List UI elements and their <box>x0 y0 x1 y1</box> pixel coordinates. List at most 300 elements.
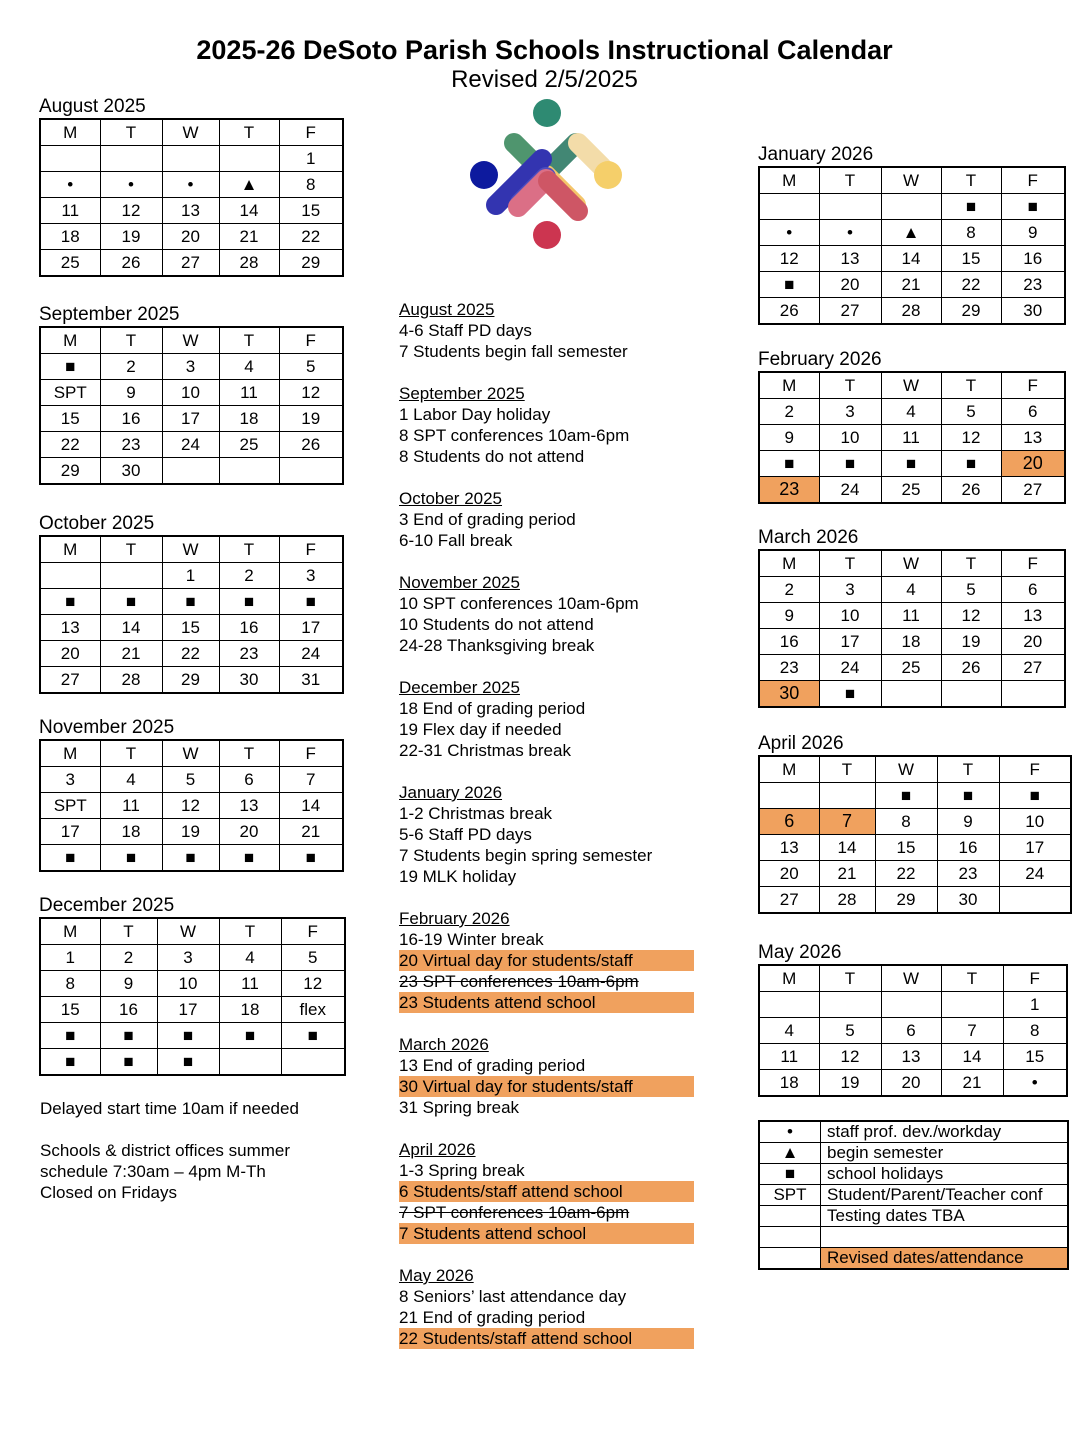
calendar-grid <box>758 549 1066 708</box>
day-cell <box>819 992 881 1018</box>
week-row <box>40 945 345 971</box>
week-row <box>759 783 1071 809</box>
day-cell: 21 <box>219 224 279 250</box>
weekday-header: M <box>40 740 100 767</box>
weekday-header: T <box>819 965 881 992</box>
day-cell <box>941 992 1003 1018</box>
day-cell: 16 <box>937 835 999 861</box>
weekday-header-row <box>759 965 1067 992</box>
day-cell: 20 <box>1001 451 1065 477</box>
day-cell: 27 <box>40 667 100 694</box>
day-cell: 9 <box>1001 220 1065 246</box>
day-cell <box>40 563 100 589</box>
week-row <box>40 198 343 224</box>
events-spacer <box>399 761 699 782</box>
day-cell: 1 <box>1003 992 1067 1018</box>
week-row <box>759 399 1065 425</box>
day-cell <box>219 1049 281 1076</box>
event-item: 10 SPT conferences 10am-6pm <box>399 594 639 613</box>
week-row <box>759 992 1067 1018</box>
events-month-heading: August 2025 <box>399 300 495 319</box>
day-cell: • <box>1003 1070 1067 1097</box>
day-cell: 24 <box>819 477 881 504</box>
day-cell <box>819 194 881 220</box>
event-item: 23 Students attend school <box>399 992 694 1013</box>
day-cell: 29 <box>875 887 937 914</box>
event-item: 6 Students/staff attend school <box>399 1181 694 1202</box>
event-item: 18 End of grading period <box>399 699 586 718</box>
events-month-heading: February 2026 <box>399 909 510 928</box>
weekday-header: W <box>162 119 219 146</box>
day-cell: 15 <box>279 198 343 224</box>
week-row <box>759 298 1065 325</box>
day-cell: SPT <box>40 793 100 819</box>
day-cell: 19 <box>100 224 162 250</box>
day-cell: ■ <box>219 845 279 872</box>
day-cell: • <box>759 220 819 246</box>
day-cell: 16 <box>219 615 279 641</box>
summer-schedule-line-2: schedule 7:30am – 4pm M-Th <box>40 1162 266 1181</box>
event-item: 19 MLK holiday <box>399 867 517 886</box>
day-cell: 22 <box>40 432 100 458</box>
day-cell: ■ <box>219 1023 281 1049</box>
weekday-header: T <box>100 918 157 945</box>
weekday-header: F <box>281 918 345 945</box>
weekday-header: T <box>100 327 162 354</box>
weekday-header-row <box>759 167 1065 194</box>
day-cell: ■ <box>157 1049 219 1076</box>
event-item: 5-6 Staff PD days <box>399 825 532 844</box>
day-cell: 13 <box>881 1044 941 1070</box>
day-cell <box>219 146 279 172</box>
day-cell: • <box>100 172 162 198</box>
day-cell: 26 <box>759 298 819 325</box>
weekday-header: F <box>279 327 343 354</box>
day-cell: 23 <box>219 641 279 667</box>
day-cell: ■ <box>937 783 999 809</box>
day-cell: 23 <box>937 861 999 887</box>
weekday-header: F <box>279 536 343 563</box>
day-cell: 20 <box>881 1070 941 1097</box>
events-month-heading: January 2026 <box>399 783 503 802</box>
events-list <box>399 299 699 1349</box>
day-cell: 3 <box>819 577 881 603</box>
week-row <box>40 224 343 250</box>
day-cell: 14 <box>279 793 343 819</box>
day-cell: ■ <box>1001 194 1065 220</box>
day-cell <box>759 992 819 1018</box>
week-row <box>40 845 343 872</box>
calendar-title: December 2025 <box>39 895 175 916</box>
day-cell: 11 <box>219 380 279 406</box>
calendar-title: March 2026 <box>758 527 859 548</box>
day-cell: 8 <box>1003 1018 1067 1044</box>
day-cell: 26 <box>100 250 162 277</box>
week-row <box>40 667 343 694</box>
weekday-header: T <box>941 372 1001 399</box>
legend-symbol <box>759 1248 821 1270</box>
day-cell: 2 <box>219 563 279 589</box>
week-row <box>759 1018 1067 1044</box>
weekday-header-row <box>759 756 1071 783</box>
weekday-header: T <box>819 167 881 194</box>
day-cell: ■ <box>279 589 343 615</box>
day-cell: ■ <box>100 1049 157 1076</box>
week-row <box>759 577 1065 603</box>
day-cell: 22 <box>279 224 343 250</box>
day-cell: 11 <box>40 198 100 224</box>
events-spacer <box>399 362 699 383</box>
day-cell: ■ <box>759 272 819 298</box>
event-item: 1-3 Spring break <box>399 1161 525 1180</box>
weekday-header: T <box>219 536 279 563</box>
weekday-header: M <box>40 918 100 945</box>
weekday-header: W <box>875 756 937 783</box>
week-row <box>40 172 343 198</box>
day-cell: 11 <box>881 425 941 451</box>
calendar-grid <box>758 964 1068 1097</box>
day-cell: 25 <box>40 250 100 277</box>
calendar-february-2026 <box>758 349 1066 504</box>
week-row <box>759 477 1065 504</box>
events-spacer <box>399 1013 699 1034</box>
day-cell <box>40 146 100 172</box>
day-cell: 21 <box>941 1070 1003 1097</box>
day-cell: 9 <box>759 425 819 451</box>
day-cell: 16 <box>1001 246 1065 272</box>
day-cell: 17 <box>162 406 219 432</box>
week-row <box>40 615 343 641</box>
day-cell: ■ <box>157 1023 219 1049</box>
week-row <box>759 861 1071 887</box>
weekday-header: W <box>881 372 941 399</box>
day-cell: 8 <box>279 172 343 198</box>
week-row <box>40 406 343 432</box>
day-cell: 17 <box>157 997 219 1023</box>
event-item: 10 Students do not attend <box>399 615 594 634</box>
legend-label <box>821 1227 1069 1248</box>
day-cell: 29 <box>162 667 219 694</box>
week-row <box>40 380 343 406</box>
event-item: 1-2 Christmas break <box>399 804 553 823</box>
day-cell <box>162 458 219 485</box>
events-month-heading: October 2025 <box>399 489 503 508</box>
week-row <box>759 835 1071 861</box>
calendar-title: April 2026 <box>758 733 844 754</box>
day-cell: 12 <box>100 198 162 224</box>
week-row <box>40 819 343 845</box>
weekday-header: M <box>759 167 819 194</box>
events-month-heading: September 2025 <box>399 384 525 403</box>
delayed-start-note: Delayed start time 10am if needed <box>40 1099 299 1118</box>
weekday-header: F <box>1001 372 1065 399</box>
day-cell: 18 <box>759 1070 819 1097</box>
day-cell: 15 <box>40 406 100 432</box>
week-row <box>759 451 1065 477</box>
day-cell: 22 <box>875 861 937 887</box>
day-cell: 11 <box>219 971 281 997</box>
day-cell: 19 <box>279 406 343 432</box>
legend-symbol <box>759 1227 821 1248</box>
day-cell: 18 <box>100 819 162 845</box>
day-cell: 4 <box>881 577 941 603</box>
event-item: 19 Flex day if needed <box>399 720 562 739</box>
day-cell: SPT <box>40 380 100 406</box>
weekday-header: W <box>162 536 219 563</box>
event-item: 22-31 Christmas break <box>399 741 571 760</box>
day-cell: 13 <box>162 198 219 224</box>
day-cell: 29 <box>40 458 100 485</box>
legend <box>758 1120 1069 1270</box>
legend-symbol: ■ <box>759 1164 821 1185</box>
day-cell: 13 <box>1001 603 1065 629</box>
weekday-header: W <box>881 167 941 194</box>
day-cell: 19 <box>162 819 219 845</box>
events-spacer <box>399 551 699 572</box>
day-cell: 1 <box>162 563 219 589</box>
legend-label: staff prof. dev./workday <box>821 1121 1069 1143</box>
week-row <box>40 250 343 277</box>
day-cell: 30 <box>759 681 819 708</box>
day-cell: ■ <box>941 194 1001 220</box>
day-cell: 23 <box>100 432 162 458</box>
event-item: 8 Students do not attend <box>399 447 585 466</box>
day-cell: 29 <box>941 298 1001 325</box>
weekday-header: T <box>219 119 279 146</box>
summer-schedule-line-3: Closed on Fridays <box>40 1183 178 1202</box>
day-cell: ■ <box>875 783 937 809</box>
calendar-title: August 2025 <box>39 96 146 117</box>
week-row <box>759 655 1065 681</box>
day-cell: 28 <box>100 667 162 694</box>
day-cell: 21 <box>100 641 162 667</box>
day-cell: 17 <box>819 629 881 655</box>
week-row <box>759 272 1065 298</box>
day-cell: ■ <box>100 845 162 872</box>
event-item: 22 Students/staff attend school <box>399 1328 694 1349</box>
day-cell: 18 <box>219 406 279 432</box>
day-cell: 14 <box>100 615 162 641</box>
weekday-header: T <box>100 740 162 767</box>
day-cell: 3 <box>819 399 881 425</box>
day-cell <box>999 887 1071 914</box>
day-cell: ■ <box>40 354 100 380</box>
events-month-heading: November 2025 <box>399 573 520 592</box>
week-row <box>759 809 1071 835</box>
day-cell: 27 <box>1001 477 1065 504</box>
day-cell: 30 <box>937 887 999 914</box>
weekday-header: W <box>162 740 219 767</box>
weekday-header-row <box>759 550 1065 577</box>
day-cell: 26 <box>941 655 1001 681</box>
day-cell: ■ <box>162 589 219 615</box>
weekday-header: T <box>819 550 881 577</box>
calendar-title: May 2026 <box>758 942 842 963</box>
event-item: 31 Spring break <box>399 1098 520 1117</box>
week-row <box>40 971 345 997</box>
events-spacer <box>399 656 699 677</box>
day-cell: 20 <box>1001 629 1065 655</box>
day-cell: ▲ <box>219 172 279 198</box>
day-cell: 4 <box>881 399 941 425</box>
event-item: 30 Virtual day for students/staff <box>399 1076 694 1097</box>
day-cell: 15 <box>1003 1044 1067 1070</box>
day-cell: ■ <box>40 1023 100 1049</box>
day-cell: ■ <box>999 783 1071 809</box>
district-logo <box>466 97 626 252</box>
day-cell: ■ <box>100 1023 157 1049</box>
calendar-august-2025 <box>39 96 344 277</box>
legend-symbol: SPT <box>759 1185 821 1206</box>
day-cell: 7 <box>941 1018 1003 1044</box>
event-item: 8 Seniors’ last attendance day <box>399 1287 627 1306</box>
calendar-grid <box>758 166 1066 325</box>
day-cell: 20 <box>219 819 279 845</box>
day-cell: 2 <box>100 945 157 971</box>
legend-label: school holidays <box>821 1164 1069 1185</box>
calendar-title: January 2026 <box>758 144 874 165</box>
day-cell: 5 <box>941 399 1001 425</box>
day-cell: 30 <box>219 667 279 694</box>
weekday-header: M <box>40 536 100 563</box>
day-cell <box>941 681 1001 708</box>
day-cell: ■ <box>279 845 343 872</box>
day-cell: 12 <box>819 1044 881 1070</box>
weekday-header-row <box>40 918 345 945</box>
events-month-heading: December 2025 <box>399 678 520 697</box>
legend-row <box>759 1248 1068 1270</box>
day-cell: 10 <box>162 380 219 406</box>
calendar-grid <box>39 326 344 485</box>
weekday-header: M <box>759 372 819 399</box>
calendar-title: October 2025 <box>39 513 155 534</box>
weekday-header: M <box>759 965 819 992</box>
day-cell: 16 <box>100 997 157 1023</box>
day-cell: 1 <box>279 146 343 172</box>
week-row <box>759 681 1065 708</box>
week-row <box>759 220 1065 246</box>
day-cell: 2 <box>759 577 819 603</box>
day-cell: 24 <box>279 641 343 667</box>
day-cell: 21 <box>279 819 343 845</box>
day-cell: 9 <box>937 809 999 835</box>
day-cell: 16 <box>759 629 819 655</box>
day-cell: 26 <box>941 477 1001 504</box>
day-cell <box>162 146 219 172</box>
week-row <box>40 146 343 172</box>
events-spacer <box>399 887 699 908</box>
day-cell: 12 <box>941 603 1001 629</box>
weekday-header: F <box>1003 965 1067 992</box>
weekday-header: F <box>279 119 343 146</box>
legend-row <box>759 1227 1068 1248</box>
calendar-title: February 2026 <box>758 349 882 370</box>
day-cell: 3 <box>279 563 343 589</box>
day-cell: 13 <box>819 246 881 272</box>
day-cell: 10 <box>819 425 881 451</box>
week-row <box>759 629 1065 655</box>
day-cell: 6 <box>881 1018 941 1044</box>
day-cell: 11 <box>881 603 941 629</box>
day-cell: 18 <box>219 997 281 1023</box>
day-cell: 2 <box>759 399 819 425</box>
calendar-may-2026 <box>758 942 1068 1097</box>
day-cell: 19 <box>819 1070 881 1097</box>
events-month-heading: March 2026 <box>399 1035 489 1054</box>
day-cell: 27 <box>1001 655 1065 681</box>
day-cell: 12 <box>941 425 1001 451</box>
day-cell: 1 <box>40 945 100 971</box>
day-cell: 28 <box>881 298 941 325</box>
day-cell <box>100 563 162 589</box>
weekday-header: T <box>937 756 999 783</box>
day-cell: • <box>40 172 100 198</box>
day-cell: 3 <box>162 354 219 380</box>
day-cell: 25 <box>881 655 941 681</box>
day-cell <box>219 458 279 485</box>
day-cell: 7 <box>819 809 875 835</box>
event-item: 6-10 Fall break <box>399 531 513 550</box>
day-cell: 5 <box>819 1018 881 1044</box>
weekday-header: T <box>219 740 279 767</box>
weekday-header: T <box>941 965 1003 992</box>
day-cell: ■ <box>40 1049 100 1076</box>
day-cell <box>759 783 819 809</box>
day-cell: 7 <box>279 767 343 793</box>
weekday-header: T <box>219 918 281 945</box>
week-row <box>40 1049 345 1076</box>
day-cell: 3 <box>40 767 100 793</box>
calendar-january-2026 <box>758 144 1066 325</box>
weekday-header: F <box>999 756 1071 783</box>
events-spacer <box>399 1244 699 1265</box>
day-cell: ■ <box>40 589 100 615</box>
calendar-grid <box>758 755 1072 914</box>
day-cell: 17 <box>279 615 343 641</box>
day-cell: 28 <box>219 250 279 277</box>
weekday-header: T <box>819 756 875 783</box>
day-cell <box>100 146 162 172</box>
day-cell: 4 <box>219 945 281 971</box>
day-cell: 15 <box>941 246 1001 272</box>
weekday-header: T <box>100 536 162 563</box>
event-item: 7 Students begin spring semester <box>399 846 653 865</box>
day-cell: 30 <box>1001 298 1065 325</box>
event-item: 21 End of grading period <box>399 1308 586 1327</box>
day-cell: ■ <box>819 681 881 708</box>
day-cell: 28 <box>819 887 875 914</box>
day-cell: 6 <box>1001 577 1065 603</box>
weekday-header: W <box>881 550 941 577</box>
day-cell: 21 <box>881 272 941 298</box>
events-month-heading: May 2026 <box>399 1266 474 1285</box>
day-cell: • <box>162 172 219 198</box>
day-cell: 12 <box>162 793 219 819</box>
legend-symbol <box>759 1206 821 1227</box>
week-row <box>759 1044 1067 1070</box>
legend-label: begin semester <box>821 1143 1069 1164</box>
weekday-header: T <box>819 372 881 399</box>
event-item: 1 Labor Day holiday <box>399 405 551 424</box>
event-item: 8 SPT conferences 10am-6pm <box>399 426 630 445</box>
day-cell: 14 <box>219 198 279 224</box>
day-cell: 19 <box>941 629 1001 655</box>
day-cell <box>1001 681 1065 708</box>
day-cell: 4 <box>759 1018 819 1044</box>
day-cell: 26 <box>279 432 343 458</box>
day-cell: 12 <box>279 380 343 406</box>
calendar-title: November 2025 <box>39 717 175 738</box>
